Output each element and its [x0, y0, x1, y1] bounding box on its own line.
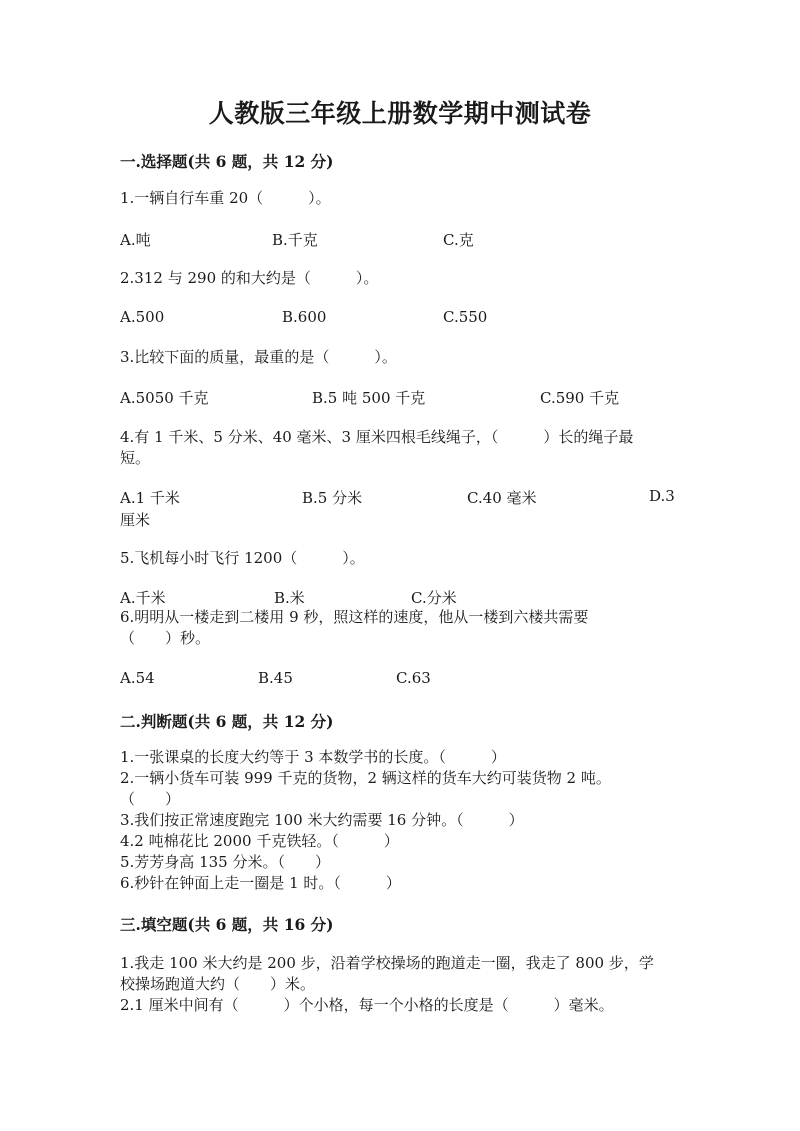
option-a: A.吨 — [120, 231, 151, 249]
section-heading-choice: 一.选择题(共 6 题，共 12 分) — [120, 152, 334, 171]
section-heading-fill-blank: 三.填空题(共 6 题，共 16 分) — [120, 915, 334, 934]
option-a: A.千米 — [120, 589, 166, 607]
question-text: 1.一张课桌的长度大约等于 3 本数学书的长度。（ ） — [120, 748, 506, 766]
question-text-continued: 校操场跑道大约（ ）米。 — [120, 975, 316, 993]
question-text: 1.我走 100 米大约是 200 步，沿着学校操场的跑道走一圈，我走了 800 步，学 — [120, 954, 654, 972]
option-a: A.54 — [120, 669, 155, 687]
option-c: C.分米 — [411, 589, 457, 607]
option-b: B.5 吨 500 千克 — [312, 389, 426, 407]
option-a: A.500 — [120, 308, 165, 326]
option-b: B.千克 — [272, 231, 318, 249]
option-b: B.5 分米 — [302, 489, 363, 507]
question-text: 4.2 吨棉花比 2000 千克铁轻。（ ） — [120, 832, 399, 850]
question-text: 5.芳芳身高 135 分米。（ ） — [120, 853, 330, 871]
question-text: 1.一辆自行车重 20（ ）。 — [120, 189, 331, 207]
question-text-continued: （ ） — [120, 790, 181, 808]
option-c: C.590 千克 — [540, 389, 620, 407]
question-text-continued: （ ）秒。 — [120, 629, 211, 647]
question-text: 6.明明从一楼走到二楼用 9 秒，照这样的速度，他从一楼到六楼共需要 — [120, 608, 589, 626]
option-d-continued: 厘米 — [120, 511, 151, 529]
option-d: D.3 — [649, 487, 675, 505]
question-text: 6.秒针在钟面上走一圈是 1 时。（ ） — [120, 874, 401, 892]
question-text: 2.1 厘米中间有（ ）个小格，每一个小格的长度是（ ）毫米。 — [120, 996, 614, 1014]
question-text: 2.312 与 290 的和大约是（ ）。 — [120, 269, 379, 287]
question-text: 3.我们按正常速度跑完 100 米大约需要 16 分钟。（ ） — [120, 811, 524, 829]
option-a: A.1 千米 — [120, 489, 180, 507]
option-a: A.5050 千克 — [120, 389, 209, 407]
option-c: C.63 — [396, 669, 431, 687]
option-b: B.米 — [274, 589, 305, 607]
option-c: C.550 — [443, 308, 488, 326]
option-c: C.40 毫米 — [467, 489, 537, 507]
question-text-continued: 短。 — [120, 449, 151, 467]
section-heading-true-false: 二.判断题(共 6 题，共 12 分) — [120, 712, 334, 731]
option-b: B.600 — [282, 308, 327, 326]
question-text: 4.有 1 千米、5 分米、40 毫米、3 厘米四根毛线绳子，（ ）长的绳子最 — [120, 428, 634, 446]
option-b: B.45 — [258, 669, 293, 687]
question-text: 2.一辆小货车可装 999 千克的货物，2 辆这样的货车大约可装货物 2 吨。 — [120, 769, 611, 787]
question-text: 3.比较下面的质量，最重的是（ ）。 — [120, 348, 397, 366]
exam-title: 人教版三年级上册数学期中测试卷 — [208, 99, 592, 128]
option-c: C.克 — [443, 231, 474, 249]
question-text: 5.飞机每小时飞行 1200（ ）。 — [120, 549, 365, 567]
